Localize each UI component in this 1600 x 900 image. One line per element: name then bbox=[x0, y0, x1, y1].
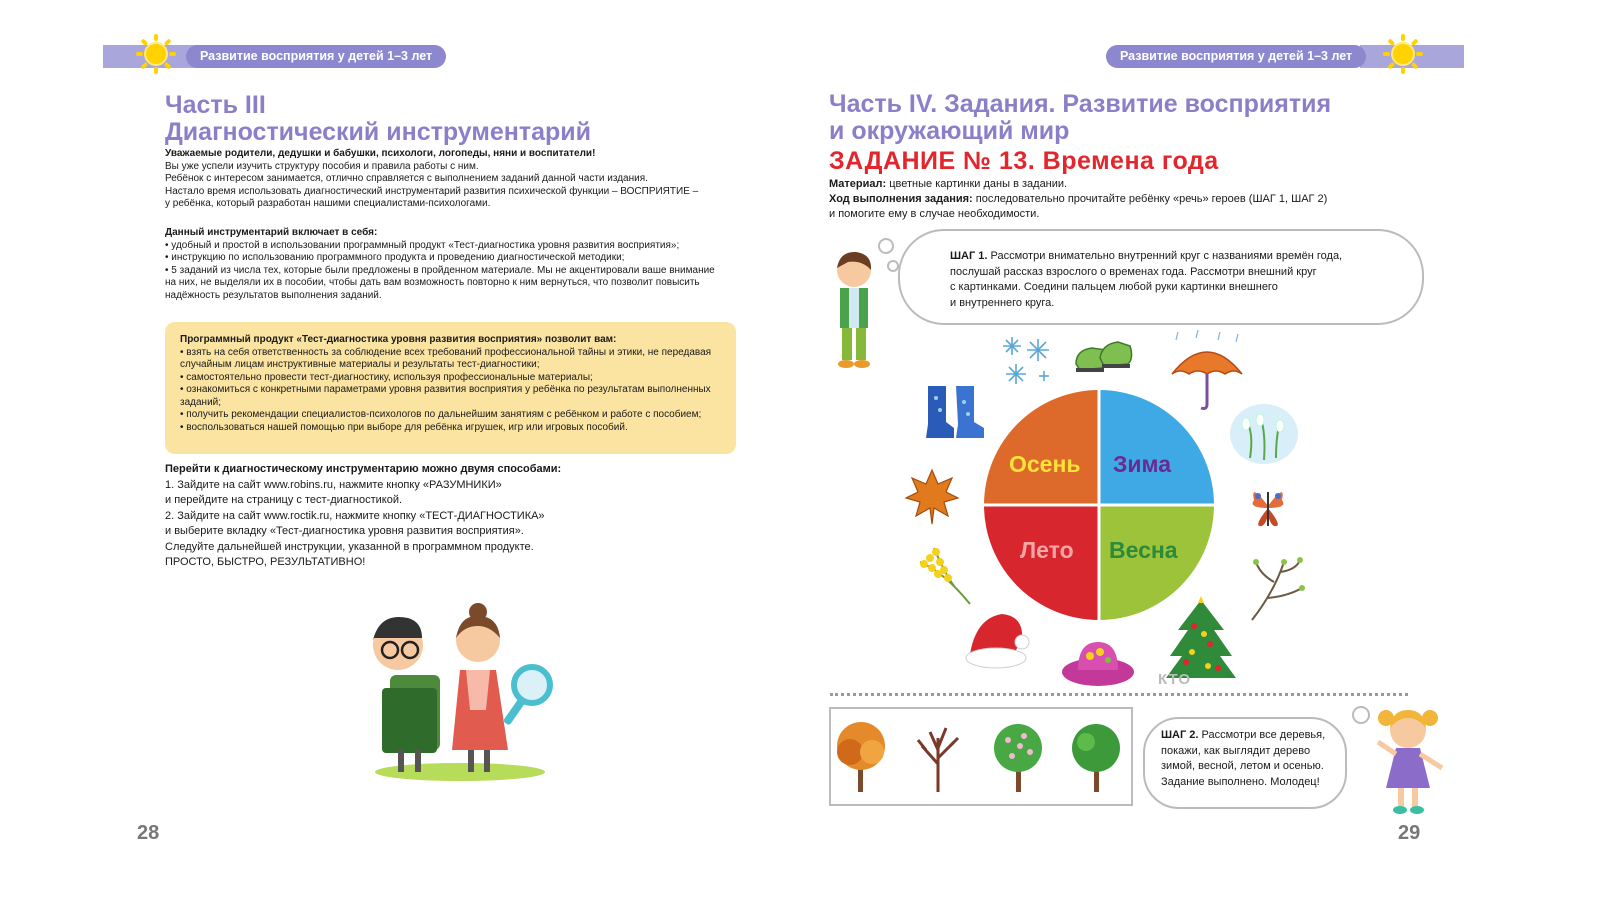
spring-tree-icon[interactable] bbox=[994, 724, 1042, 792]
material-label: Материал: bbox=[829, 178, 887, 190]
step2-text bbox=[1161, 728, 1341, 790]
part4-title-line1: Часть IV. Задания. Развитие восприятия bbox=[829, 90, 1332, 118]
sun-hat-icon[interactable] bbox=[1060, 632, 1136, 690]
step1-line: Рассмотри внимательно внутренний круг с названиями времён года, bbox=[987, 250, 1343, 262]
autumn-leaf-icon[interactable] bbox=[904, 468, 960, 526]
intro-line: у ребёнка, который разработан нашими специалистами-психологами. bbox=[165, 198, 491, 209]
includes-line: Данный инструментарий включает в себя: bbox=[165, 227, 378, 238]
includes-list bbox=[165, 227, 765, 302]
watermark-text: КТО bbox=[1158, 671, 1191, 688]
autumn-tree-icon[interactable] bbox=[837, 722, 885, 792]
access-instructions bbox=[165, 462, 725, 571]
dotted-separator bbox=[830, 693, 1408, 696]
mimosa-icon[interactable] bbox=[914, 542, 976, 608]
material-line bbox=[829, 177, 1429, 193]
children-with-book-illustration bbox=[360, 600, 560, 785]
part4-title-line2: и окружающий мир bbox=[829, 117, 1070, 145]
instruction-line: Следуйте дальнейшей инструкции, указанной в программном продукте. bbox=[165, 540, 534, 553]
step1-line: послушай рассказ взрослого о временах года. Рассмотри внешний круг bbox=[950, 265, 1317, 278]
part3-title-line2: Диагностический инструментарий bbox=[165, 118, 592, 146]
snowflakes-icon[interactable] bbox=[1000, 334, 1058, 390]
features-line: • самостоятельно провести тест-диагностику, используя профессиональные материалы; bbox=[180, 371, 593, 383]
intro-line: Вы уже успели изучить структуру пособия и правила работы с ним. bbox=[165, 160, 479, 172]
thought-puff bbox=[878, 238, 894, 254]
step1-label: ШАГ 1. bbox=[950, 250, 988, 262]
page-number-right: 29 bbox=[1398, 822, 1421, 844]
winter-label: Зима bbox=[1113, 451, 1172, 477]
features-line: Программный продукт «Тест-диагностика уровня развития восприятия» позволит вам: bbox=[180, 334, 617, 345]
instruction-line: и выберите вкладку «Тест-диагностика уровня развития восприятия». bbox=[165, 525, 524, 537]
step2-line: зимой, весной, летом и осенью. bbox=[1161, 760, 1324, 772]
instruction-line: 2. Зайдите на сайт www.roctik.ru, нажмите кнопку «ТЕСТ-ДИАГНОСТИКА» bbox=[165, 509, 545, 522]
intro-text bbox=[165, 148, 765, 211]
includes-line: • инструкцию по использованию программного продукта и проведению диагностической методики; bbox=[165, 252, 625, 263]
instruction-line: Перейти к диагностическому инструментарию можно двумя способами: bbox=[165, 463, 562, 475]
snowdrops-icon[interactable] bbox=[1228, 402, 1300, 466]
sandals-icon[interactable] bbox=[1072, 336, 1136, 376]
seasons-pie bbox=[984, 390, 1214, 620]
features-line: • ознакомиться с конкретными параметрами уровня развития восприятия у ребёнка по результатам выполненных bbox=[180, 384, 711, 395]
includes-line: на них, не выделяли их в пособии, чтобы дать вам возможность повторно к ним вернуться, что позволит повысить bbox=[165, 277, 700, 288]
header-label-right: Развитие восприятия у детей 1–3 лет bbox=[1106, 45, 1366, 68]
includes-line: • 5 заданий из числа тех, которые были предложены в пройденном материале. Мы не акцентировали ваше внимание bbox=[165, 264, 715, 276]
winter-tree-icon[interactable] bbox=[918, 728, 958, 792]
process-line-2: и помогите ему в случае необходимости. bbox=[829, 208, 1040, 220]
header-label-left: Развитие восприятия у детей 1–3 лет bbox=[186, 45, 446, 68]
summer-tree-icon[interactable] bbox=[1072, 724, 1120, 792]
intro-line: Настало время использовать диагностический инструментарий развития психической функции – ВОСПРИЯТИЕ – bbox=[165, 185, 699, 197]
intro-line: Ребёнок с интересом занимается, отлично справляется с выполнением заданий данной части издания. bbox=[165, 173, 648, 184]
autumn-label: Осень bbox=[1009, 451, 1081, 477]
instruction-line: 1. Зайдите на сайт www.robins.ru, нажмите кнопку «РАЗУМНИКИ» bbox=[165, 478, 502, 491]
summer-label: Лето bbox=[1020, 537, 1074, 563]
step1-line: и внутреннего круга. bbox=[950, 296, 1055, 309]
right-page bbox=[800, 0, 1600, 900]
features-line: • получить рекомендации специалистов-психологов по дальнейшим занятиям с ребёнком и работе с пособием; bbox=[180, 409, 702, 420]
boy-character bbox=[828, 248, 884, 373]
material-text: цветные картинки даны в задании. bbox=[886, 178, 1068, 190]
process-label: Ход выполнения задания: bbox=[829, 193, 973, 205]
step2-line: Рассмотри все деревья, bbox=[1198, 729, 1326, 741]
step1-line: с картинками. Соедини пальцем любой руки картинки внешнего bbox=[950, 281, 1278, 293]
autumn-sector[interactable] bbox=[984, 390, 1099, 505]
features-line: заданий; bbox=[180, 396, 222, 408]
girl-character bbox=[1372, 704, 1450, 816]
includes-line: • удобный и простой в использовании программный продукт «Тест-диагностика уровня развития восприятия»; bbox=[165, 239, 680, 251]
features-list bbox=[180, 334, 730, 434]
features-line: • воспользоваться нашей помощью при выборе для ребёнка игрушек, игр или игровых пособий. bbox=[180, 421, 628, 433]
step2-label: ШАГ 2. bbox=[1161, 729, 1199, 741]
step2-line: Задание выполнено. Молодец! bbox=[1161, 775, 1320, 788]
instruction-line: ПРОСТО, БЫСТРО, РЕЗУЛЬТАТИВНО! bbox=[165, 556, 366, 568]
sun-icon bbox=[1383, 34, 1423, 74]
features-line: случайным лицам инструктивные материалы и результаты тест-диагностики; bbox=[180, 359, 540, 370]
butterfly-icon[interactable] bbox=[1248, 478, 1288, 534]
process-line bbox=[829, 192, 1429, 208]
includes-line: надёжность результатов выполнения заданий. bbox=[165, 289, 382, 301]
step1-text bbox=[950, 249, 1420, 311]
rubber-boots-icon[interactable] bbox=[922, 384, 988, 442]
task-title: ЗАДАНИЕ № 13. Времена года bbox=[829, 147, 1219, 175]
features-line: • взять на себя ответственность за соблюдение всех требований профессиональной тайны и этики, не передавая bbox=[180, 346, 712, 358]
instruction-line: и перейдите на страницу с тест-диагностикой. bbox=[165, 494, 403, 506]
page-number-left: 28 bbox=[137, 822, 160, 844]
four-trees-illustration bbox=[834, 718, 1124, 796]
process-text: последовательно прочитайте ребёнку «речь» героев (ШАГ 1, ШАГ 2) bbox=[972, 193, 1328, 205]
spring-label: Весна bbox=[1109, 537, 1178, 563]
umbrella-icon[interactable] bbox=[1168, 330, 1246, 412]
thought-puff bbox=[1352, 706, 1370, 724]
step2-line: покажи, как выглядит дерево bbox=[1161, 744, 1311, 757]
sun-icon bbox=[136, 34, 176, 74]
santa-hat-icon[interactable] bbox=[962, 608, 1032, 670]
intro-line: Уважаемые родители, дедушки и бабушки, психологи, логопеды, няни и воспитатели! bbox=[165, 148, 596, 159]
spring-branch-icon[interactable] bbox=[1244, 552, 1308, 622]
part3-title-line1: Часть III bbox=[165, 91, 266, 119]
